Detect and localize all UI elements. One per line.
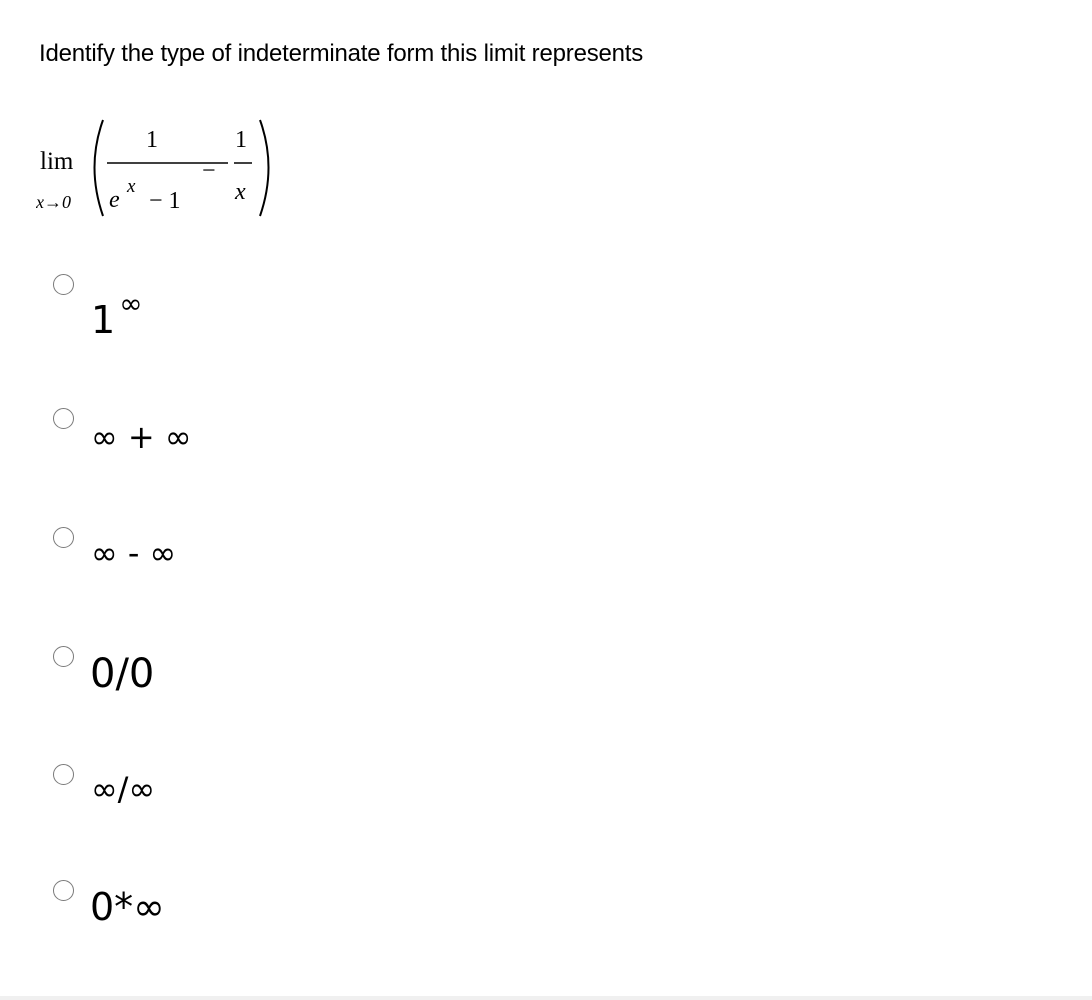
limit-expression-svg — [36, 112, 286, 227]
radio-option-6[interactable] — [53, 880, 74, 901]
radio-option-5[interactable] — [53, 764, 74, 785]
second-denominator: x — [235, 179, 246, 205]
first-denominator-rest: − 1 — [149, 188, 181, 214]
radio-option-1[interactable] — [53, 274, 74, 295]
option-4-label: 0/0 — [90, 651, 155, 697]
minus-operator: − — [202, 158, 216, 184]
limit-expression — [36, 112, 286, 227]
option-5-label: ∞/∞ — [91, 770, 156, 808]
option-3-label: ∞ - ∞ — [91, 534, 177, 572]
first-denominator-exponent: x — [127, 176, 136, 197]
radio-option-3[interactable] — [53, 527, 74, 548]
option-1-label — [91, 287, 143, 342]
option-6-label: 0*∞ — [90, 885, 165, 929]
left-paren — [95, 120, 104, 216]
lim-label: lim — [40, 148, 74, 175]
option-1-exponent: ∞ — [119, 287, 143, 320]
right-paren — [260, 120, 269, 216]
radio-option-2[interactable] — [53, 408, 74, 429]
bottom-divider — [0, 996, 1092, 1000]
radio-option-4[interactable] — [53, 646, 74, 667]
second-numerator: 1 — [235, 127, 247, 153]
option-2-label: ∞ + ∞ — [91, 418, 192, 456]
first-denominator-base: e — [109, 187, 120, 213]
lim-subscript: x→0 — [36, 192, 71, 212]
question-text: Identify the type of indeterminate form this limit represents — [39, 40, 644, 67]
first-numerator: 1 — [146, 127, 158, 153]
option-1-base: 1 — [91, 298, 116, 342]
